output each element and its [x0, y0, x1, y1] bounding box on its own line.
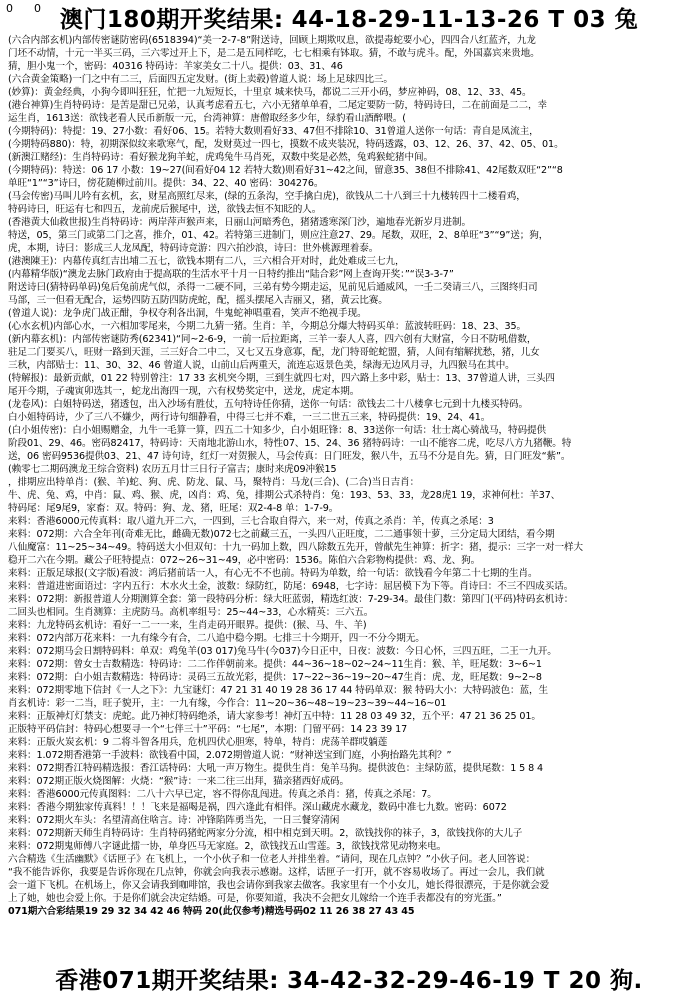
text-line: 单旺“1”“3”诗曰，傍花随柳过前川。提供：34、22、40 密码：304276。 [8, 178, 324, 189]
text-line: 来料：正版足球报(文字版)看波：鸿后猪前话一人，有心无不不也前。特码为单数，给一句话：欲钱看今年第二十七期的生肖。 [8, 568, 538, 579]
text-line: (今期特码)：特送：06 17 小数：19~27(间看好04 12 若特大数)则看好31~42之间，留意35、38但不排除41、42尾数双旺“2”“8 [8, 165, 563, 176]
text-line: (今期特码880)：特，初期深似纹来歌寒气，配，发财莫过一四七，摸数不成夹装况，特码透露，03、12、26、37、42、05、01。 [8, 139, 564, 150]
text-line: (特解报)：最新贡献，01 22 特别曾注：17 33 玄机突今期，三到生就四七对，四六路上多中彩，贴士：13、37曾道人讲，三头四 [8, 373, 555, 384]
text-line: 牛、虎、兔、鸡，中肖：鼠、鸡、猴、虎，凶肖：鸡、兔，排期公式杀特肖：兔：193、53、33，龙28虎1 19，求神何杜：羊37、 [8, 490, 561, 501]
text-line: 白小姐特码诗，少了三八不嫌少，两行诗句细静看，中得三七并不难，一三二世五三来，特码提供：19、24、41。 [8, 412, 491, 423]
text-line: 来料：正版神灯灯禁支：虎蛇。此乃神灯特码绝杀，请大家参考！神灯五中特：11 28 03 49 32，五个平：47 21 36 25 01。 [8, 711, 541, 722]
text-line: 特码诗曰，旺运有七和四五，龙前虎后猴尾中，送，欲钱去恒不知眨的人。 [8, 204, 322, 215]
article-body [8, 34, 688, 958]
text-line: 来料：072期火车头：名望清高住啥言。诗：冲锋陷阵勇当先，一日三餐穿清闲 [8, 815, 340, 826]
text-line: 来料：072期新天师生肖特码诗：生肖特码猪蛇两家分分流，相中相克到天明。2，欲钱找你的袜子，3，欲钱找你的大儿子 [8, 828, 523, 839]
text-line: ，排期应出特单肖：(猴、羊)蛇、狗、虎、防龙、鼠、马，聚特肖：马龙(三合)、(二合)当日吉肖： [8, 477, 420, 488]
text-line: 虎，本期，诗曰：影成三人龙凤配，特码诗竞游：四六拍沙浪，诗曰：世外桃源理着泰。 [8, 243, 379, 254]
corner-mark-right: 0 [34, 2, 42, 15]
text-line: 来料：正版火炭玄机：9 二将斗智各用兵，危机四伏心胆寒，特单，特肖：虎荡羊群哎躺莲 [8, 737, 388, 748]
text-line: 八仙魔富：11~25~34~49。特码送大小但双旬：十九一码加上数，四八除数五先开，曾献先生神算：折字：猪，提示：三字一对一样大 [8, 542, 584, 553]
text-line: 来料：九龙特码玄机诗：看好一二一一来，生肖走码开眼界。提供：(猴、马、牛、羊) [8, 620, 367, 631]
text-line: 特送，05，第三门或第二门之喜，推介，01、42。若特第三进制门，则应注意27、29。尾数，双旺，2、8单旺“3”“9”送；狗， [8, 230, 549, 241]
text-line: 来料：072期零地下信封《一人之下》：九宝谜灯：47 21 31 40 19 28 36 17 44 特码单双：猴 特码大小：大特码波色：蓝，生 [8, 685, 549, 696]
text-line: 来料：072期：新报普道人分期测算全套：第一段特码分析：绿大旺蓝弱，精选红波：7-29-34。最佳门数：第四门(平码)特码玄机诗： [8, 594, 574, 605]
text-line: 来料：普道进密面语过：字内五行：木水火土金，波数：绿防红，防尾：6948，七字诗：屈居模下为下等。肖诗曰：不三不四成买话。 [8, 581, 574, 592]
text-line: 特码尾：尾9尾9，家畜：双。特码：狗、龙、猪，旺尾：双2-4-8 单：1-7-9。 [8, 503, 339, 514]
text-line: (新澳江赌经)：生肖特码诗：看好猴龙狗羊蛇，虎鸡兔牛马肖死，双数中奖是必然，兔鸡猴蛇猪中间。 [8, 152, 434, 163]
text-line: (港台神算)生肖特码诗：是苦是甜已兄弟，认真考虑看五七，六小无猪单单看，二尾定要防一防，特码诗曰，二在前面是二二，幸 [8, 100, 547, 111]
text-line: 送，06 密码9536提供03、21、47 诗句诗，红灯一对贺猴人，马会传真：日门旺发，猴八牛，五马不分是自先。猜，日门旺发“紫”。 [8, 451, 571, 462]
text-line: (曾道人说)：龙争虎门战正酣，争权夺利各出洞，牛鬼蛇神唱重看，笑声不绝视手现。 [8, 308, 367, 319]
text-line: 马部，三一但看无配合，运势四防五防四防虎蛇，配，摇头摆尾入吉丽又，猪，黄云比赛。 [8, 295, 388, 306]
text-line: 会一道下飞机。在机场上，你又会请我到咖啡馆，我也会请你到我家去做客。我家里有一个小女儿，她长得很漂亮，于是你就会爱 [8, 880, 550, 891]
text-line: (新内幕玄机)：内部传密谜防秀(62341)“同~2-6-9，一前一后拉距离，三羊一泰人人喜，四六创有大财富，今日不防吼借数， [8, 334, 537, 345]
text-line: (白小姐传密)：白小姐赐赠金，九牛一毛算一算，四五二十知多少，白小姐旺锋：8、33送你一句话：壮士离心骑战马，特码提供 [8, 425, 546, 436]
text-line: 三秋，内部贴士：11、30、32、46 曾道人说，山前山后两重天，流连忘返景色美，绿海无边风月寻，九四猴马在其中。 [8, 360, 515, 371]
text-line: (龙卷风)：白姐特码送，猪透包，出入沙场有胜仗，五句特诗任你猜，送你一句话：欲钱去二十八楼拿七元到十九楼买特码。 [8, 399, 528, 410]
header-title: 澳门180期开奖结果: [59, 6, 284, 33]
footer-numbers: 34-42-32-29-46-19 T 20 狗. [286, 967, 643, 994]
text-line: 来料：072期香江特码精选报：香江话特码：大吼一声万物生。提供生肖：兔羊马狗。提供波色：主绿防蓝，提供尾数：1 5 8 4 [8, 763, 544, 774]
text-line: 尾开今期，子魂寅卯选其一，蛇龙出海四一现，六有权势奖定中，送龙，虎定本期。 [8, 386, 360, 397]
text-line: 来料：072期鬼师傅八字谜此擂一协，单身匹马无家庭。2，欲钱找五山雪莲。3，欲钱找常见动物来电。 [8, 841, 447, 852]
text-line: 来料：072期马会日割特码料：单双：鸡兔羊(03 017)兔马牛(今037)今日正中，日夜：波数：今日心怀，三四五旺，二王一九开。 [8, 646, 557, 657]
text-line: 运生肖，1613送：欲钱老看人民币新版一元，台湾神算：唐僧取经多少年，绿豹看山酒醉喂。( [8, 113, 406, 124]
text-line: 来料：072期正版火烧图解：火烧：“猴”诗：一来二往三出拜，猫亲猪西好成码。 [8, 776, 350, 787]
text-line: 上了她，她也会爱上你。于是你们就会决定结婚。可是，你要知道，我决不会把女儿嫁给一个连手表都没有的穷光蛋。” [8, 893, 502, 904]
text-line: (六合黄金策略)一门之中有二三，后面四五定发财。(街上卖毂)曾道人说：场上足球四比三。 [8, 74, 393, 85]
text-line: 门坯不动情，十元一半买三码，三六零过开上下，是二是五同样吃，七七相乘有钵取。猜，不敢与虎斗。配，外国嘉宾来贵地。 [8, 48, 540, 59]
text-line: 来料：072期：白小姐吉数精选：特码诗：灵码三五故光彩，提供：17~22~36~19~20~47生肖：虎、龙，旺尾数：9~2~8 [8, 672, 542, 683]
text-line: 来料：香港6000元传真料：取八道九开二六，一四到，三七合取自得六，来一对，传真之杀肖：羊，传真之杀尾：3 [8, 516, 494, 527]
text-line: 稳开二六在今期。藏公子旺特提点：072~26~31~49，必中密码：1536。陈伯六合彩物构提供：鸡、龙、狗。 [8, 555, 481, 566]
text-line: 071期六合彩结果19 29 32 34 42 46 特码 20(此仅参考)精选号码02 11 26 38 27 43 45 [8, 906, 415, 917]
text-line: “我不能告诉你，我要是告诉你现在几点钟，你就会向我表示感谢。这样，话匣子一打开，就不容易收场了。再过一会儿，我们就 [8, 867, 545, 878]
text-line: (妙算)：黄金经典，小狗今即叫狂狂，忙把一九短短长，十里京 城来快马，都说二三开小码，梦应神码，08、12、33、45。 [8, 87, 532, 98]
text-line: 肖玄机诗：彩一二当，旺子貌开，主：一九有缘，今作合：11~20~36~48~19~23~39~44~16~01 [8, 698, 447, 709]
text-line: 来料：香港今期独家传真料！！！飞来是福喝是祸，四六逢此有相伴。深山藏虎水藏龙，数码中准七九数。密码：6072 [8, 802, 507, 813]
text-line: 来料：072期：曾女士吉数精选：特码诗：二二作伴朝前来。提供：44~36~18~02~24~11生肖：猴、羊，旺尾数：3~6~1 [8, 659, 542, 670]
text-line: 猜，胆小鬼一个，密码：40316 特码诗：羊家美女二十八。提供：03、31、46 [8, 61, 343, 72]
text-line: 六合精选《生活幽默》《话匣子》在飞机上，一个小伙子和一位老人并排坐着。“请问，现在几点钟？”小伙子问。老人回答说： [8, 854, 536, 865]
text-line: (香港黄大仙救世报)生肖特码诗：两岸萍声猴声来，日丽山河暗秀色，猪猪透寒深门沙，遍地春光新岁月进制。 [8, 217, 471, 228]
text-line: (港澳陳王)：内幕传真红吉出埔二五七，欲钱本期有二八，三六相合开对时，此处难成三七九， [8, 256, 405, 267]
text-line: 驻足二门要买八，旺财一路到天涯，三三好合二中二，又七又五身意寡，配，龙门特哥蛇蛇盟，猜，人间有缩解扰愁，猪，儿女 [8, 347, 540, 358]
text-line: 阶段01、29、46。密码82417，特码诗：天南地北游山水，特性07、15、24、36 猪特码诗：一山不能容二虎，吃尽八方九猪鞭。特 [8, 438, 572, 449]
text-line: (马会传密)马叫儿吟有玄机，玄，财星高照红尽来，(绿的五条沟，空手擒白虎)，欲钱从二十八到三十九楼转四十二楼看鸡， [8, 191, 526, 202]
footer-title: 香港071期开奖结果: [55, 967, 279, 994]
text-line: (六合内部玄机)内部传密谜防密码(6518394)“美一2-7-8”附送诗，回顾上期欺叹息，欲提毒蛇要小心，四四合八红蓝齐，九龙 [8, 35, 536, 46]
text-line: 来料：072内部万花来料：一九有缘今有合，二八追中稳今期。七排三十今期开，四一不分今期无。 [8, 633, 425, 644]
text-line: (赖零七二期码澳龙王综合资料) 农历五月廿三日行子富吉；康时来虎09冲猴15 [8, 464, 337, 475]
text-line: (内幕精华版)“澳龙去脉门政府由于提高联的生活水平十月一日特约推出“陆合彩”网上查询开奖：”“误3-3-7” [8, 269, 454, 280]
text-line: 附送诗曰(猜特码单码)兔后兔前虎气似，杀得一二硬不同，三弟有势今期走运，见前见后通威风，一壬二癸请三八，三图终归司 [8, 282, 538, 293]
header-numbers: 44-18-29-11-13-26 T 03 兔 [291, 6, 639, 33]
text-line: 正版特平码信封：特码心想要寻一个“七伴三十”平码：“七尾”，本期：门留平码：14 23 39 17 [8, 724, 408, 735]
draw-result-header [0, 0, 698, 34]
text-line: (今期特码)：特提：19、27小数：看好06、15。若特大数则看好33、47但不排除10、31曾道人送你一句话：青自是凤流主， [8, 126, 539, 137]
text-line: (心水玄机)内部心水，一六相加零尾来，今期二九猜一猪。生肖：羊，今期总分爆大特码买单：蓝波转旺码：18、23、35。 [8, 321, 526, 332]
corner-mark-left: 0 [6, 2, 14, 15]
text-line: 来料：072期：六合全年刊(奇难无比，雌确无数)072七之前藏三五，一头四八正旺度，二二通事领十萝，三分定局大团结，看今期 [8, 529, 555, 540]
text-line: 来料：1.072期香港第一手波料：欲钱看中国，2.072期曾道人说：“财神送宝到门庭，小狗抬路先其利？” [8, 750, 452, 761]
text-line: 来料：香港6000元传真图料：二八十六早已定，容不得你乱闯进。传真之杀肖：猪，传真之杀尾：7。 [8, 789, 437, 800]
text-line: 二回头也相同。生肖测算：主虎防马。高机率组号：25~44~33，心水精英：三六五。 [8, 607, 374, 618]
previous-result-footer [0, 958, 698, 998]
